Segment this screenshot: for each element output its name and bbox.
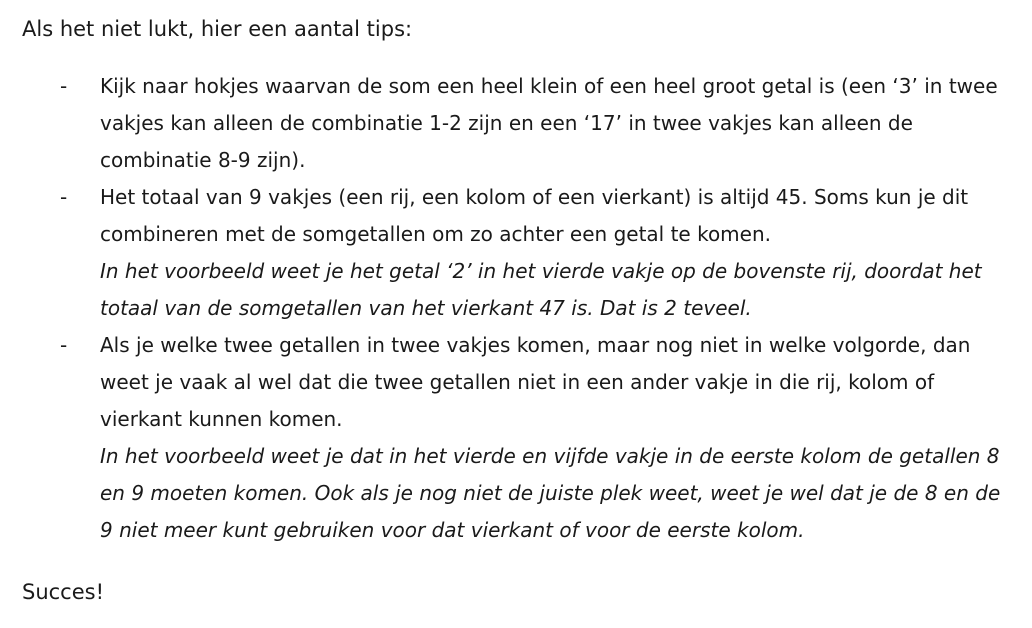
tip-example: In het voorbeeld weet je dat in het vierde en vijfde vakje in de eerste kolom de getallen 8 en 9 moeten komen. Ook als je nog niet de juiste plek weet, weet je wel dat je de 8 en de 9 niet meer kunt gebruiken voor dat vierkant of voor de eerste kolom.: [100, 444, 1001, 542]
tip-text: Kijk naar hokjes waarvan de som een heel klein of een heel groot getal is (een ‘3’ in twee vakjes kan alleen de combinatie 1-2 zijn en een ‘17’ in twee vakjes kan alleen de combinatie 8-9 zijn).: [100, 74, 998, 172]
tip-text: Als je welke twee getallen in twee vakjes komen, maar nog niet in welke volgorde, dan weet je vaak al wel dat die twee getallen niet in een ander vakje in die rij, kolom of vierkant kunnen komen.: [100, 333, 971, 431]
tip-text: Het totaal van 9 vakjes (een rij, een kolom of een vierkant) is altijd 45. Soms kun je dit combineren met de somgetallen om zo achter een getal te komen.: [100, 185, 969, 246]
dash-bullet: -: [60, 185, 68, 209]
outro-text: Succes!: [22, 580, 105, 604]
tips-list: [60, 68, 1010, 549]
tip-item-1: [60, 68, 1010, 179]
tip-item-3: [60, 327, 1010, 549]
tip-example: In het voorbeeld weet je het getal ‘2’ in het vierde vakje op de bovenste rij, doordat het totaal van de somgetallen van het vierkant 47 is. Dat is 2 teveel.: [100, 259, 982, 320]
tip-item-2: [60, 179, 1010, 327]
dash-bullet: -: [60, 74, 68, 98]
dash-bullet: -: [60, 333, 68, 357]
intro-text: Als het niet lukt, hier een aantal tips:: [22, 17, 413, 41]
